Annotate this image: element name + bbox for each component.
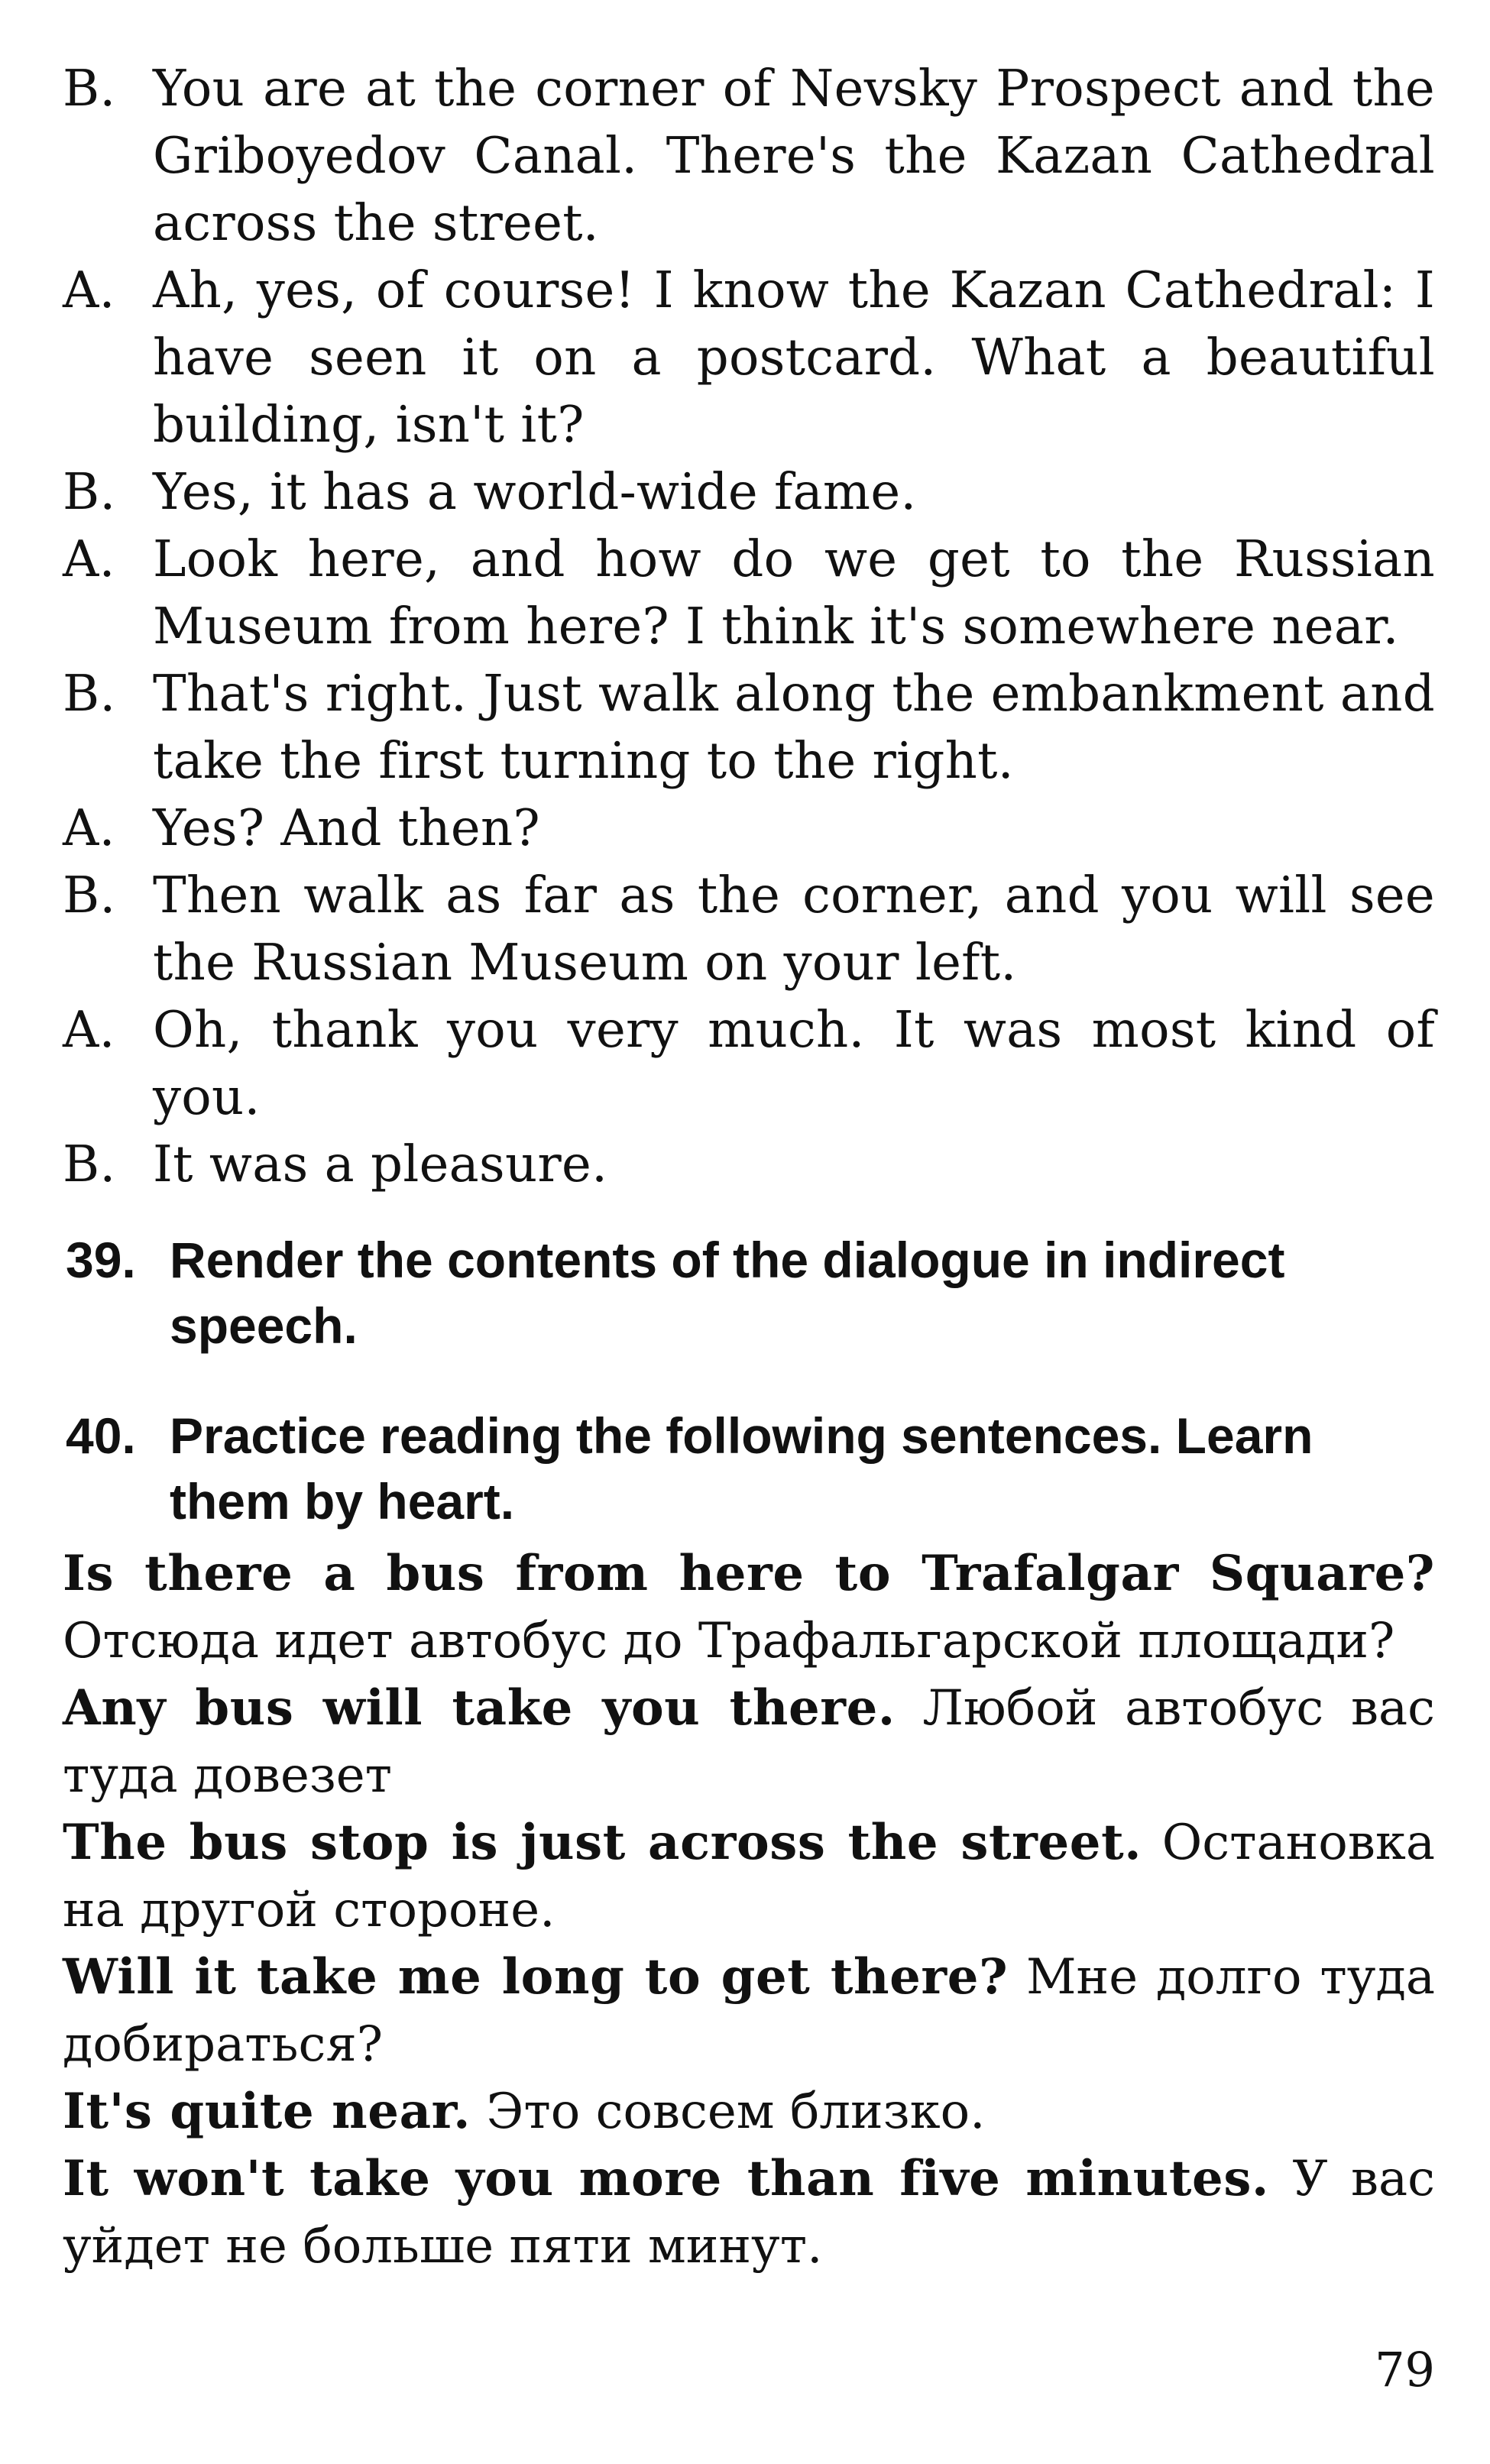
phrase-item bbox=[63, 1675, 1435, 1809]
exercise-40-heading bbox=[63, 1403, 1435, 1534]
russian-translation: Отсюда идет автобус до Трафальгарской площади? bbox=[63, 1613, 1395, 1669]
speaker-label: B. bbox=[63, 866, 116, 924]
exercise-number: 40. bbox=[66, 1407, 136, 1464]
dialogue-text: Yes, it has a world-wide fame. bbox=[153, 463, 917, 521]
phrase-list bbox=[63, 1540, 1435, 2280]
exercise-39-heading bbox=[63, 1227, 1435, 1358]
phrase-item bbox=[63, 1540, 1435, 1675]
english-phrase: Will it take me long to get there? bbox=[63, 1948, 1009, 2006]
phrase-item bbox=[63, 2145, 1435, 2280]
dialogue-line bbox=[63, 862, 1435, 996]
english-phrase: Any bus will take you there. bbox=[63, 1679, 896, 1737]
speaker-label: A. bbox=[63, 261, 115, 319]
russian-translation: Это совсем близко. bbox=[486, 2084, 986, 2140]
english-phrase: Is there a bus from here to Trafalgar Square? bbox=[63, 1545, 1435, 1602]
russian-translation: Мне долго туда добираться? bbox=[63, 1949, 1435, 2073]
english-phrase: It's quite near. bbox=[63, 2083, 471, 2140]
dialogue-text: Oh, thank you very much. It was most kind of you. bbox=[153, 1001, 1435, 1126]
textbook-page bbox=[63, 55, 1435, 2280]
speaker-label: B. bbox=[63, 463, 116, 521]
exercise-number: 39. bbox=[66, 1232, 136, 1288]
exercise-instruction: Render the contents of the dialogue in indirect speech. bbox=[170, 1232, 1285, 1354]
dialogue-text: Look here, and how do we get to the Russian Museum from here? I think it's somewhere near. bbox=[153, 530, 1435, 656]
page-number: 79 bbox=[1375, 2342, 1435, 2398]
english-phrase: It won't take you more than five minutes. bbox=[63, 2150, 1269, 2207]
exercise-instruction: Practice reading the following sentences. Learn them by heart. bbox=[170, 1407, 1313, 1530]
english-phrase: The bus stop is just across the street. bbox=[63, 1814, 1142, 1871]
dialogue-text: It was a pleasure. bbox=[153, 1135, 608, 1193]
dialogue-line bbox=[63, 660, 1435, 795]
dialogue-text: You are at the corner of Nevsky Prospect and the Griboyedov Canal. There's the Kazan Cathedral across the street. bbox=[153, 60, 1435, 252]
dialogue-line bbox=[63, 795, 1435, 862]
dialogue-line bbox=[63, 458, 1435, 526]
russian-translation: У вас уйдет не больше пяти минут. bbox=[63, 2151, 1436, 2275]
dialogue-text: Then walk as far as the corner, and you will see the Russian Museum on your left. bbox=[153, 866, 1435, 992]
dialogue-text: That's right. Just walk along the embankment and take the first turning to the right. bbox=[153, 665, 1435, 790]
speaker-label: A. bbox=[63, 530, 115, 588]
phrase-item bbox=[63, 2078, 1435, 2145]
dialogue-line bbox=[63, 996, 1435, 1131]
speaker-label: A. bbox=[63, 1001, 115, 1059]
phrase-item bbox=[63, 1944, 1435, 2078]
russian-translation: Любой автобус вас туда довезет bbox=[63, 1680, 1435, 1804]
speaker-label: B. bbox=[63, 1135, 116, 1193]
dialogue-line bbox=[63, 257, 1435, 458]
dialogue-line bbox=[63, 1131, 1435, 1198]
dialogue-line bbox=[63, 55, 1435, 257]
speaker-label: B. bbox=[63, 665, 116, 723]
dialogue-line bbox=[63, 526, 1435, 660]
speaker-label: A. bbox=[63, 799, 115, 857]
dialogue-text: Yes? And then? bbox=[153, 799, 540, 857]
russian-translation: Остановка на другой стороне. bbox=[63, 1815, 1435, 1938]
dialogue-text: Ah, yes, of course! I know the Kazan Cathedral: I have seen it on a postcard. What a beautiful building, isn't it? bbox=[153, 261, 1435, 454]
phrase-item bbox=[63, 1809, 1435, 1944]
speaker-label: B. bbox=[63, 60, 116, 118]
dialogue bbox=[63, 55, 1435, 1198]
